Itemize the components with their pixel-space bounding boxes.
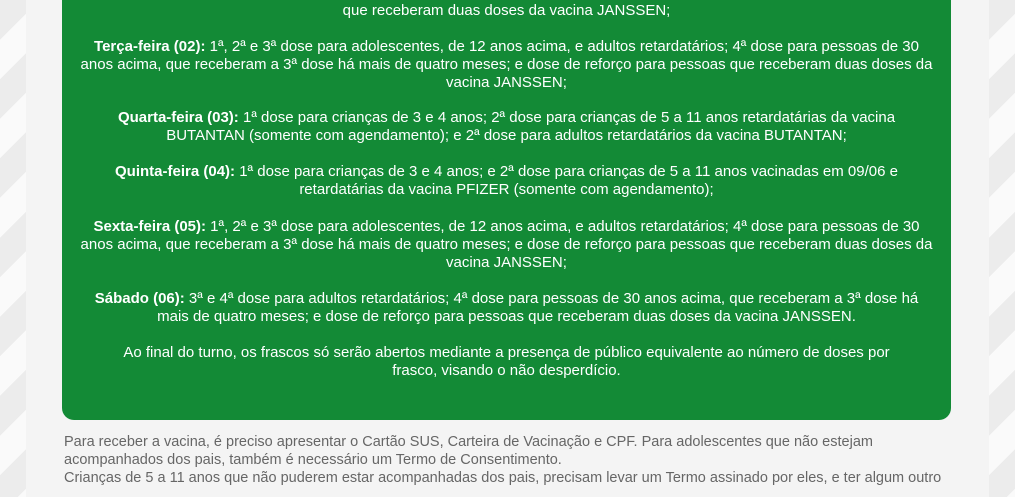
day-text: 1ª dose para crianças de 3 e 4 anos; 2ª dose para crianças de 5 a 11 anos retardatárias da vacina BUTANTAN (somente com agendamento); e 2ª dose para adultos retardatários da vacina BUTANTAN; <box>166 109 896 144</box>
day-text: 1ª, 2ª e 3ª dose para adolescentes, de 12 anos acima, e adultos retardatários; 4ª dose para pessoas de 30 anos acima, que receberam a 3ª dose há mais de quatro meses; e dose de reforço para pessoas que receberam duas doses da vacina JANSSEN; <box>80 38 933 91</box>
day-text: 1ª, 2ª e 3ª dose para adolescentes, de 12 anos acima, e adultos retardatários; 4ª dose para pessoas de 30 anos acima, que receberam a 3ª dose há mais de quatro meses; e dose de reforço para pessoas que receberam duas doses da vacina JANSSEN; <box>80 218 933 271</box>
schedule-saturday <box>92 290 921 326</box>
day-label: Sábado (06): <box>94 290 185 307</box>
day-label: Quinta-feira (04): <box>115 163 236 180</box>
day-text: 1ª dose para crianças de 3 e 4 anos; e 2ª dose para crianças de 5 a 11 anos vacinadas em 09/06 e retardatárias da vacina PFIZER (somente com agendamento); <box>235 163 898 198</box>
intro-tail: que receberam duas doses da vacina JANSSEN; <box>342 2 671 19</box>
day-label: Sexta-feira (05): <box>93 218 207 235</box>
day-label: Quarta-feira (03): <box>117 109 239 126</box>
requirements-line-2: Crianças de 5 a 11 anos que não puderem estar acompanhadas dos pais, precisam levar um Termo assinado por eles, e ter algum outro <box>64 470 942 486</box>
requirements-line-1: Para receber a vacina, é preciso apresentar o Cartão SUS, Carteira de Vacinação e CPF. Para adolescentes que não estejam acompanhados dos pais, também é necessário um Termo de Consentimento. <box>64 434 873 468</box>
schedule-wednesday <box>96 109 917 145</box>
closing-note: Ao final do turno, os frascos só serão abertos mediante a presença de público equivalente ao número de doses por frasco, visando o não desperdício. <box>123 344 890 379</box>
background-stripe-right <box>989 0 1015 497</box>
schedule-friday <box>80 218 933 272</box>
day-text: 3ª e 4ª dose para adultos retardatários; 4ª dose para pessoas de 30 anos acima, que receberam a 3ª dose há mais de quatro meses; e dose de reforço para pessoas que receberam duas doses da vacina JANSSEN. <box>157 290 919 325</box>
schedule-card <box>62 0 951 420</box>
requirements-note <box>64 433 954 487</box>
day-label: Terça-feira (02): <box>94 38 206 55</box>
background-stripe-left <box>0 0 26 497</box>
schedule-thursday <box>80 163 933 199</box>
schedule-tuesday <box>80 38 933 92</box>
